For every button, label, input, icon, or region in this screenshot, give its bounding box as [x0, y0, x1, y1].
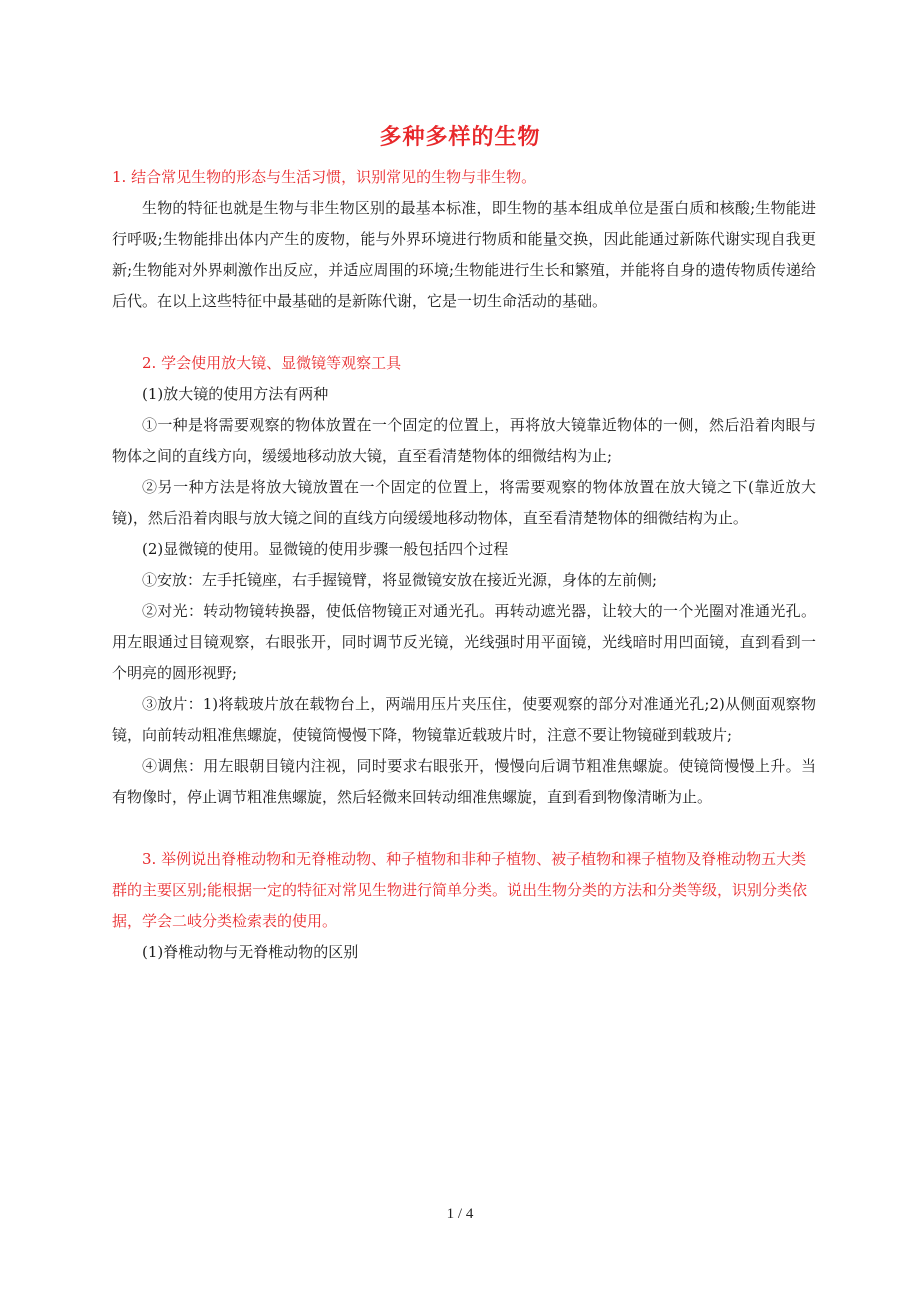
document-title: 多种多样的生物 — [379, 124, 541, 150]
microscope-subheading: (2)显微镜的使用。显微镜的使用步骤一般包括四个过程 — [142, 540, 509, 558]
microscope-step-place: ①安放：左手托镜座，右手握镜臂，将显微镜安放在接近光源，身体的左前侧; — [142, 571, 658, 589]
vertebrate-subheading: (1)脊椎动物与无脊椎动物的区别 — [142, 943, 359, 961]
section-3-heading: 3. 举例说出脊椎动物和无脊椎动物、种子植物和非种子植物、被子植物和裸子植物及脊椎动物五大类群的主要区别;能根据一定的特征对常见生物进行简单分类。说出生物分类的方法和分类等级，识别分类依据，学会二岐分类检索表的使用。 — [112, 850, 808, 930]
microscope-step-light: ②对光：转动物镜转换器，使低倍物镜正对通光孔。再转动遮光器，让较大的一个光圈对准通光孔。用左眼通过目镜观察，右眼张开，同时调节反光镜，光线强时用平面镜，光线暗时用凹面镜，直到看到一个明亮的圆形视野; — [112, 602, 816, 682]
magnifier-subheading: (1)放大镜的使用方法有两种 — [142, 385, 329, 403]
section-1-heading: 1. 结合常见生物的形态与生活习惯，识别常见的生物与非生物。 — [112, 168, 537, 186]
document-body — [112, 162, 816, 968]
section-1-paragraph: 生物的特征也就是生物与非生物区别的最基本标准，即生物的基本组成单位是蛋白质和核酸;生物能进行呼吸;生物能排出体内产生的废物，能与外界环境进行物质和能量交换，因此能通过新陈代谢实现自我更新;生物能对外界刺激作出反应，并适应周围的环境;生物能进行生长和繁殖，并能将自身的遗传物质传递给后代。在以上这些特征中最基础的是新陈代谢，它是一切生命活动的基础。 — [112, 199, 816, 310]
microscope-step-focus: ④调焦：用左眼朝目镜内注视，同时要求右眼张开，慢慢向后调节粗准焦螺旋。使镜筒慢慢上升。当有物像时，停止调节粗准焦螺旋，然后轻微来回转动细准焦螺旋，直到看到物像清晰为止。 — [112, 757, 816, 806]
microscope-step-slide: ③放片：1)将载玻片放在载物台上，两端用压片夹压住，使要观察的部分对准通光孔;2)从侧面观察物镜，向前转动粗准焦螺旋，使镜筒慢慢下降，物镜靠近载玻片时，注意不要让物镜碰到载玻片; — [112, 695, 816, 744]
magnifier-method-1: ①一种是将需要观察的物体放置在一个固定的位置上，再将放大镜靠近物体的一侧，然后沿着肉眼与物体之间的直线方向，缓缓地移动放大镜，直至看清楚物体的细微结构为止; — [112, 416, 816, 465]
magnifier-method-2: ②另一种方法是将放大镜放置在一个固定的位置上，将需要观察的物体放置在放大镜之下(靠近放大镜)，然后沿着肉眼与放大镜之间的直线方向缓缓地移动物体，直至看清楚物体的细微结构为止。 — [112, 478, 816, 527]
page-number: 1 / 4 — [446, 1206, 474, 1222]
section-2-heading: 2. 学会使用放大镜、显微镜等观察工具 — [142, 354, 402, 372]
